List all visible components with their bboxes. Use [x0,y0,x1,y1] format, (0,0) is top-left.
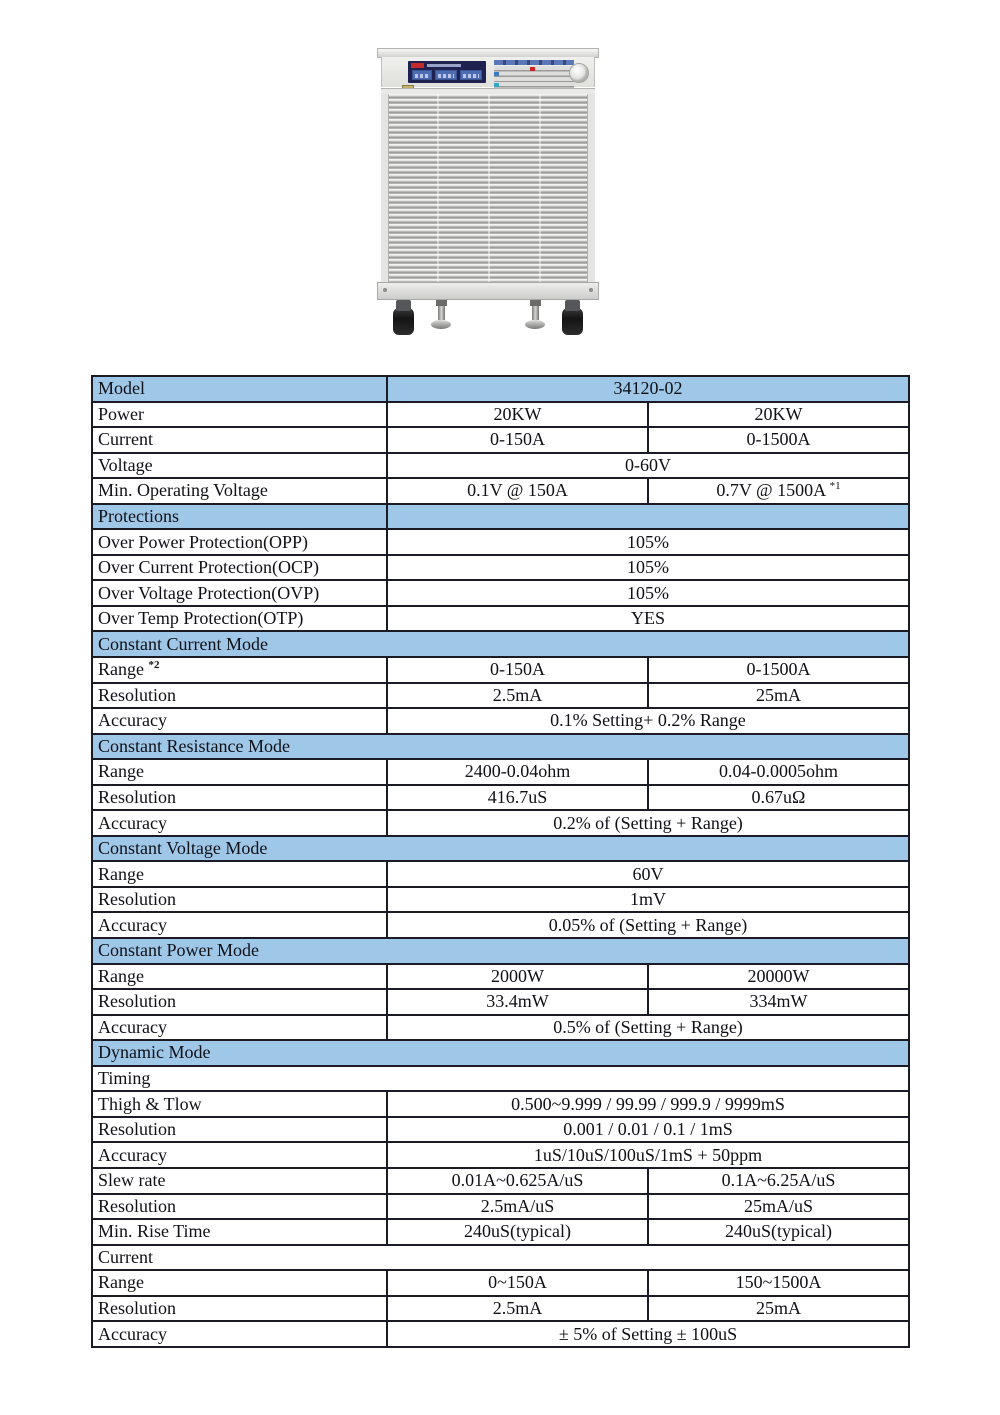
spec-value-cell: 334mW [648,989,909,1015]
spec-row [92,759,909,785]
spec-value-cell: 0.7V @ 1500A $^{*1}$ [648,478,909,504]
spec-value-cell: 60V [387,861,909,887]
leveling-foot [525,300,545,336]
spec-value-cell: 0.1% Setting+ 0.2% Range [387,708,909,734]
spec-label-cell: Range [92,1270,387,1296]
spec-value-cell: 0.01A~0.625A/uS [387,1168,648,1194]
lcd-digits [438,74,454,78]
foot-pad [525,320,545,329]
ventilation-grille [381,94,595,282]
lcd-window [435,70,457,80]
caster-wheel [393,300,414,336]
spec-value-cell: 0-150A [387,427,648,453]
spec-label-cell: Resolution [92,989,387,1015]
spec-value-cell: 0-60V [387,453,909,479]
spec-row [92,1194,909,1220]
spec-label-cell: Resolution [92,1296,387,1322]
spec-value-cell: 0.001 / 0.01 / 0.1 / 1mS [387,1117,909,1143]
subsection-row [92,1245,909,1271]
spec-row [92,580,909,606]
spec-value-cell: 2.5mA [387,683,648,709]
spec-label-cell: Slew rate [92,1168,387,1194]
leveling-foot [431,300,451,336]
spec-value-cell [387,504,909,530]
spec-label-cell: Protections [92,504,387,530]
spec-label-cell: Over Power Protection(OPP) [92,529,387,555]
spec-row [92,453,909,479]
spec-value-cell: 0-1500A [648,657,909,683]
spec-value-cell: 0.1A~6.25A/uS [648,1168,909,1194]
red-key [530,67,535,71]
spec-value-cell: 0-150A [387,657,648,683]
spec-label-cell: Range [92,964,387,990]
spec-value-cell: 1mV [387,887,909,913]
spec-value-cell: 20KW [648,402,909,428]
lcd-window [460,70,482,80]
spec-value-cell: 0.1V @ 150A [387,478,648,504]
section-header-row [92,504,909,530]
spec-label-cell: Range [92,861,387,887]
spec-value-cell: 2000W [387,964,648,990]
spec-row [92,606,909,632]
caster-bracket [396,300,411,311]
lcd-display [408,61,486,83]
spec-row [92,1117,909,1143]
spec-row [92,1015,909,1041]
spec-value-cell: 105% [387,529,909,555]
spec-label-cell: Min. Rise Time [92,1219,387,1245]
spec-row [92,810,909,836]
spec-label-cell: Accuracy [92,912,387,938]
section-header-row [92,631,909,657]
spec-value-cell: 25mA [648,1296,909,1322]
spec-label-cell: Constant Voltage Mode [92,836,909,862]
spec-label-cell: Thigh & Tlow [92,1091,387,1117]
spec-label-cell: Over Current Protection(OCP) [92,555,387,581]
spec-value-cell: 0.05% of (Setting + Range) [387,912,909,938]
spec-label-cell: Accuracy [92,1321,387,1347]
spec-label-cell: Resolution [92,887,387,913]
spec-label-cell: Accuracy [92,810,387,836]
spec-label-cell: Resolution [92,785,387,811]
section-header-row [92,734,909,760]
spec-value-cell: 0.2% of (Setting + Range) [387,810,909,836]
spec-value-cell: 20KW [387,402,648,428]
spec-value-cell: 240uS(typical) [387,1219,648,1245]
model-caption-strip [427,64,461,67]
spec-label-cell: Accuracy [92,1015,387,1041]
spec-row [92,1270,909,1296]
blue-key [494,72,499,76]
spec-row [92,427,909,453]
wheel [393,308,414,335]
blue-key [494,83,499,87]
spec-label-cell: Dynamic Mode [92,1040,909,1066]
spec-value-cell: YES [387,606,909,632]
spec-label-cell: Over Voltage Protection(OVP) [92,580,387,606]
spec-row [92,964,909,990]
caster-bracket [565,300,580,311]
spec-value-cell: 2.5mA/uS [387,1194,648,1220]
foot-stem [438,306,445,320]
spec-row [92,1142,909,1168]
spec-label-cell: Current [92,427,387,453]
spec-row [92,1219,909,1245]
base-screw [383,288,387,292]
footnote-marker: *1 [829,480,841,493]
spec-row [92,887,909,913]
spec-value-cell: 0.500~9.999 / 99.99 / 999.9 / 9999mS [387,1091,909,1117]
spec-label-cell: Resolution [92,1117,387,1143]
spec-row [92,912,909,938]
spec-row [92,478,909,504]
spec-value-cell: 240uS(typical) [648,1219,909,1245]
device-base [377,282,599,300]
spec-value-cell: 2400-0.04ohm [387,759,648,785]
spec-label-cell: Resolution [92,683,387,709]
spec-row [92,708,909,734]
base-screw [589,288,593,292]
spec-value-cell: 0.5% of (Setting + Range) [387,1015,909,1041]
spec-value-cell: 34120-02 [387,376,909,402]
spec-row [92,1091,909,1117]
spec-label-cell: Accuracy [92,1142,387,1168]
spec-value-cell: 0-1500A [648,427,909,453]
section-header-row [92,836,909,862]
spec-row [92,555,909,581]
spec-label-cell: Constant Resistance Mode [92,734,909,760]
brand-logo [411,63,424,68]
rotary-knob [569,63,589,83]
spec-row [92,1168,909,1194]
spec-row [92,1321,909,1347]
section-header-row [92,938,909,964]
spec-label-cell: Voltage [92,453,387,479]
spec-row [92,657,909,683]
model-header-row [92,376,909,402]
spec-label-cell: Model [92,376,387,402]
spec-row [92,1296,909,1322]
spec-value-cell: 20000W [648,964,909,990]
spec-row [92,402,909,428]
spec-value-cell: 25mA [648,683,909,709]
subsection-row [92,1066,909,1092]
spec-value-cell: 33.4mW [387,989,648,1015]
spec-value-cell: 25mA/uS [648,1194,909,1220]
wheel [562,308,583,335]
spec-table [91,375,910,1348]
spec-value-cell: 1uS/10uS/100uS/1mS + 50ppm [387,1142,909,1168]
spec-row [92,861,909,887]
spec-value-cell: 150~1500A [648,1270,909,1296]
spec-label-cell: Constant Current Mode [92,631,909,657]
foot-stem [532,306,539,320]
keypad [494,60,574,88]
spec-label-cell: Range $^{*2}$ [92,657,387,683]
section-header-row [92,1040,909,1066]
device-front-panel [381,57,595,87]
spec-label-cell: Current [92,1245,909,1271]
spec-table-body [92,376,909,1347]
spec-label-cell: Constant Power Mode [92,938,909,964]
footnote-marker: *2 [148,659,160,672]
spec-value-cell: ± 5% of Setting ± 100uS [387,1321,909,1347]
spec-label-cell: Accuracy [92,708,387,734]
caster-wheel [562,300,583,336]
spec-row [92,683,909,709]
spec-value-cell: 0.67uΩ [648,785,909,811]
spec-row [92,785,909,811]
spec-label-cell: Timing [92,1066,909,1092]
spec-label-cell: Range [92,759,387,785]
spec-value-cell: 416.7uS [387,785,648,811]
lcd-digits [463,74,479,78]
spec-row [92,989,909,1015]
spec-label-cell: Min. Operating Voltage [92,478,387,504]
spec-value-cell: 0.04-0.0005ohm [648,759,909,785]
spec-value-cell: 105% [387,580,909,606]
foot-pad [431,320,451,329]
spec-value-cell: 105% [387,555,909,581]
spec-row [92,529,909,555]
lcd-digits [415,74,429,78]
spec-label-cell: Resolution [92,1194,387,1220]
spec-value-cell: 2.5mA [387,1296,648,1322]
keypad-label-strip [494,60,574,65]
lcd-window [412,70,432,80]
device-image [381,48,595,336]
spec-label-cell: Power [92,402,387,428]
spec-value-cell: 0~150A [387,1270,648,1296]
spec-label-cell: Over Temp Protection(OTP) [92,606,387,632]
